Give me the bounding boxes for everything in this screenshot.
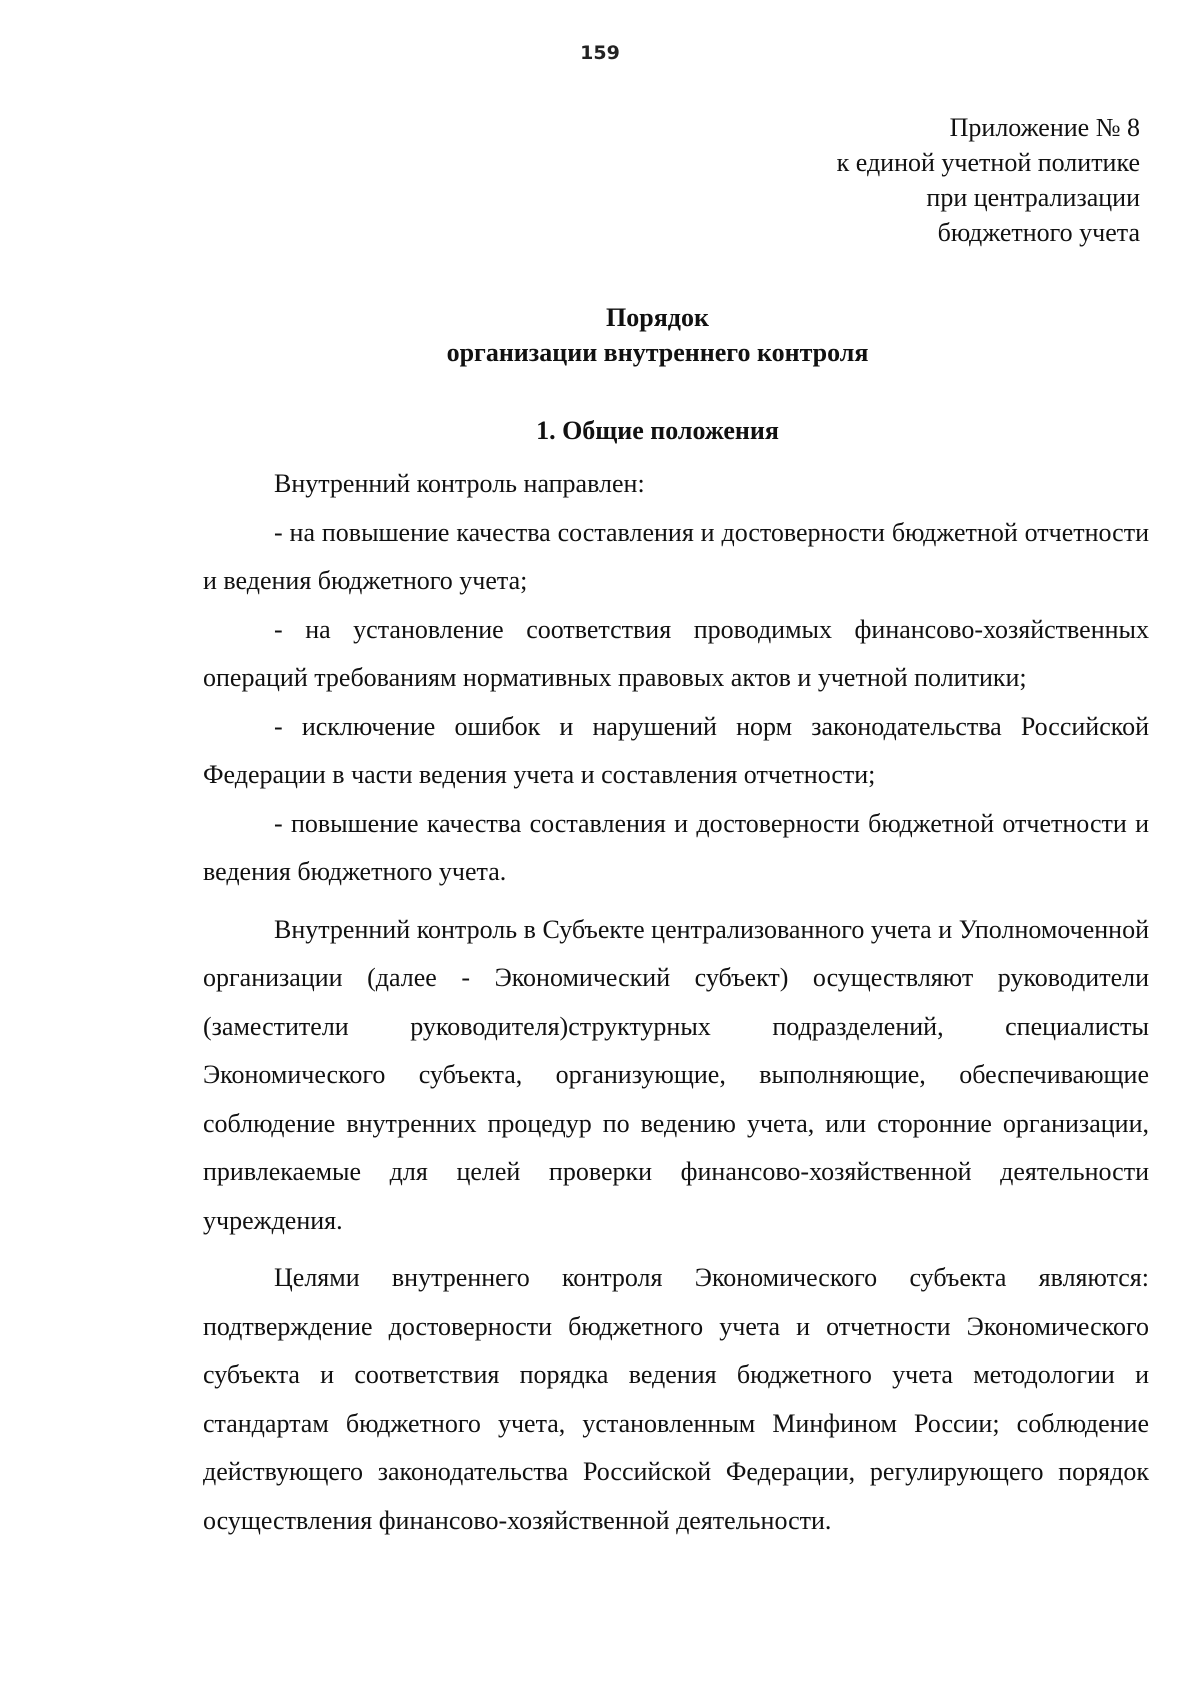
document-title (0, 300, 1200, 370)
paragraph: - повышение качества составления и достоверности бюджетной отчетности и ведения бюджетного учета. (203, 808, 1149, 886)
paragraph: Внутренний контроль направлен: (274, 469, 645, 498)
paragraph: - на повышение качества составления и достоверности бюджетной отчетности и ведения бюджетного учета; (203, 517, 1149, 595)
body-text (203, 460, 1149, 1545)
page-number: 159 (580, 42, 620, 64)
title-line: организации внутреннего контроля (446, 338, 869, 367)
appendix-header (837, 110, 1140, 250)
title-line: Порядок (606, 303, 709, 332)
paragraph: - на установление соответствия проводимых финансово-хозяйственных операций требованиям нормативных правовых актов и учетной политики; (203, 614, 1149, 692)
appendix-line: к единой учетной политике (836, 148, 1140, 177)
appendix-line: бюджетного учета (937, 218, 1140, 247)
paragraph: - исключение ошибок и нарушений норм законодательства Российской Федерации в части ведения учета и составления отчетности; (203, 711, 1149, 789)
appendix-line: при централизации (926, 183, 1140, 212)
paragraph: Внутренний контроль в Субъекте централизованного учета и Уполномоченной организации (далее - Экономический субъект) осуществляют руководители (заместители руководителя)структурных подразделений, специалисты Экономического субъекта, организующие, выполняющие, обеспечивающие соблюдение внутренних процедур по ведению учета, или сторонние организации, привлекаемые для целей проверки финансово-хозяйственной деятельности учреждения. (203, 914, 1149, 1235)
section-heading: 1. Общие положения (536, 416, 779, 445)
appendix-line: Приложение № 8 (949, 113, 1140, 142)
paragraph: Целями внутреннего контроля Экономического субъекта являются: подтверждение достоверности бюджетного учета и отчетности Экономического субъекта и соответствия порядка ведения бюджетного учета методологии и стандартам бюджетного учета, установленным Минфином России; соблюдение действующего законодательства Российской Федерации, регулирующего порядок осуществления финансово-хозяйственной деятельности. (203, 1263, 1149, 1535)
